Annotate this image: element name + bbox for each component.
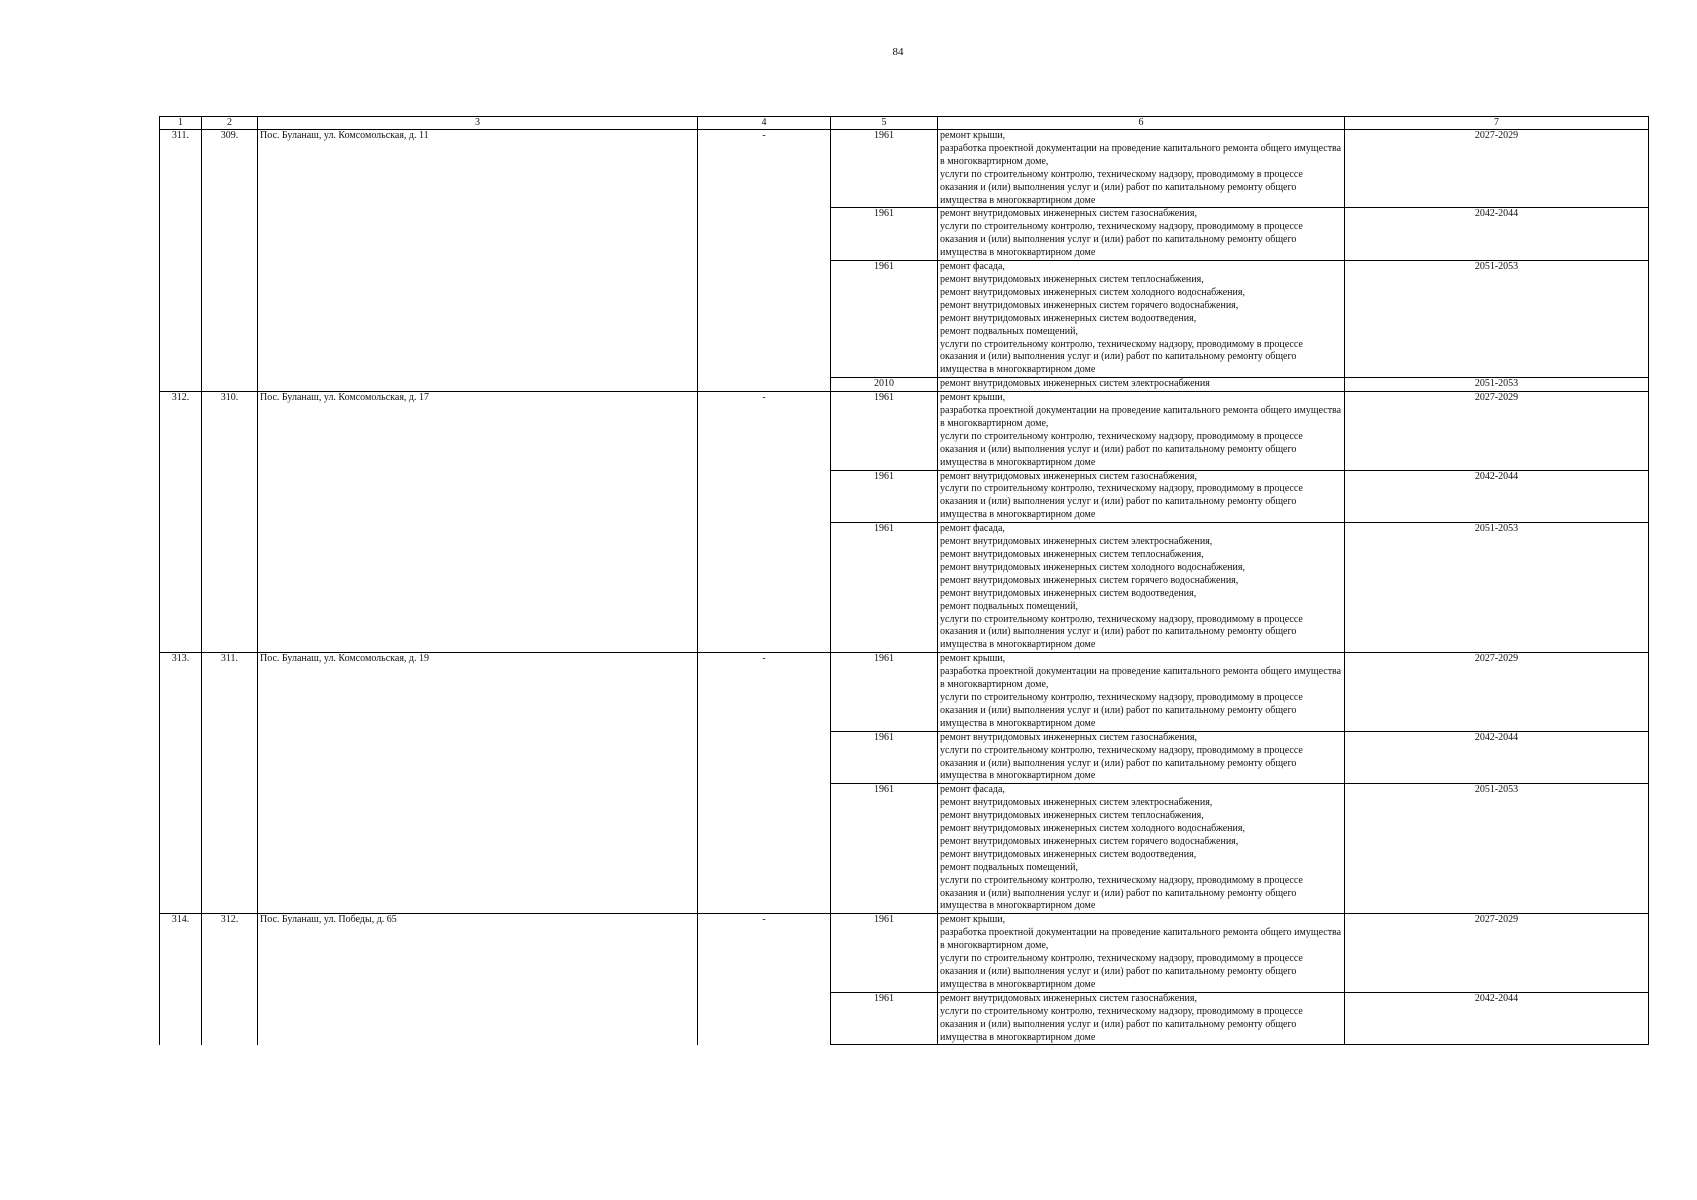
address-cell: Пос. Буланаш, ул. Комсомольская, д. 17 (258, 392, 698, 653)
column-header-3: 3 (258, 117, 698, 130)
work-list-cell: ремонт крыши, разработка проектной документации на проведение капитального ремонта общего имущества в многоквартирном доме, услуги по строительному контролю, техническому надзору, проводимому в процессе оказания и (или) выполнения услуг и (или) работ по капитальному ремонту общего имущества в многоквартирном доме (938, 914, 1345, 992)
building-number-cell: 310. (202, 392, 258, 653)
work-list-cell: ремонт внутридомовых инженерных систем газоснабжения, услуги по строительному контролю, техническому надзору, проводимому в процессе оказания и (или) выполнения услуг и (или) работ по капитальному ремонту общего имущества в многоквартирном доме (938, 731, 1345, 784)
period-cell: 2051-2053 (1345, 261, 1649, 378)
year-cell: 1961 (831, 914, 938, 992)
work-list-cell: ремонт фасада, ремонт внутридомовых инженерных систем электроснабжения, ремонт внутридомовых инженерных систем теплоснабжения, ремонт внутридомовых инженерных систем холодного водоснабжения, ремонт внутридомовых инженерных систем горячего водоснабжения, ремонт внутридомовых инженерных систем водоотведения, ремонт подвальных помещений, услуги по строительному контролю, техническому надзору, проводимому в процессе оказания и (или) выполнения услуг и (или) работ по капитальному ремонту общего имущества в многоквартирном доме (938, 523, 1345, 653)
building-number-cell: 309. (202, 130, 258, 392)
year-cell: 2010 (831, 378, 938, 392)
period-cell: 2027-2029 (1345, 914, 1649, 992)
address-cell: Пос. Буланаш, ул. Победы, д. 65 (258, 914, 698, 1045)
year-cell: 1961 (831, 731, 938, 784)
year-cell: 1961 (831, 992, 938, 1045)
column-4-cell: - (698, 653, 831, 914)
address-cell: Пос. Буланаш, ул. Комсомольская, д. 19 (258, 653, 698, 914)
work-list-cell: ремонт внутридомовых инженерных систем газоснабжения, услуги по строительному контролю, техническому надзору, проводимому в процессе оказания и (или) выполнения услуг и (или) работ по капитальному ремонту общего имущества в многоквартирном доме (938, 992, 1345, 1045)
work-list-cell: ремонт фасада, ремонт внутридомовых инженерных систем теплоснабжения, ремонт внутридомовых инженерных систем холодного водоснабжения, ремонт внутридомовых инженерных систем горячего водоснабжения, ремонт внутридомовых инженерных систем водоотведения, ремонт подвальных помещений, услуги по строительному контролю, техническому надзору, проводимому в процессе оказания и (или) выполнения услуг и (или) работ по капитальному ремонту общего имущества в многоквартирном доме (938, 261, 1345, 378)
year-cell: 1961 (831, 523, 938, 653)
row-number-cell: 312. (160, 392, 202, 653)
work-list-cell: ремонт крыши, разработка проектной документации на проведение капитального ремонта общего имущества в многоквартирном доме, услуги по строительному контролю, техническому надзору, проводимому в процессе оказания и (или) выполнения услуг и (или) работ по капитальному ремонту общего имущества в многоквартирном доме (938, 392, 1345, 470)
period-cell: 2027-2029 (1345, 653, 1649, 731)
period-cell: 2042-2044 (1345, 208, 1649, 261)
year-cell: 1961 (831, 784, 938, 914)
year-cell: 1961 (831, 470, 938, 523)
column-header-1: 1 (160, 117, 202, 130)
work-list-cell: ремонт крыши, разработка проектной документации на проведение капитального ремонта общего имущества в многоквартирном доме, услуги по строительному контролю, техническому надзору, проводимому в процессе оказания и (или) выполнения услуг и (или) работ по капитальному ремонту общего имущества в многоквартирном доме (938, 653, 1345, 731)
column-4-cell: - (698, 914, 831, 1045)
column-number-row (160, 117, 1649, 130)
column-4-cell: - (698, 130, 831, 392)
period-cell: 2042-2044 (1345, 470, 1649, 523)
table-row (160, 130, 1649, 208)
address-cell: Пос. Буланаш, ул. Комсомольская, д. 11 (258, 130, 698, 392)
period-cell: 2027-2029 (1345, 130, 1649, 208)
period-cell: 2027-2029 (1345, 392, 1649, 470)
year-cell: 1961 (831, 208, 938, 261)
work-list-cell: ремонт фасада, ремонт внутридомовых инженерных систем электроснабжения, ремонт внутридомовых инженерных систем теплоснабжения, ремонт внутридомовых инженерных систем холодного водоснабжения, ремонт внутридомовых инженерных систем горячего водоснабжения, ремонт внутридомовых инженерных систем водоотведения, ремонт подвальных помещений, услуги по строительному контролю, техническому надзору, проводимому в процессе оказания и (или) выполнения услуг и (или) работ по капитальному ремонту общего имущества в многоквартирном доме (938, 784, 1345, 914)
page-number: 84 (892, 46, 904, 58)
table-row (160, 914, 1649, 992)
work-list-cell: ремонт внутридомовых инженерных систем газоснабжения, услуги по строительному контролю, техническому надзору, проводимому в процессе оказания и (или) выполнения услуг и (или) работ по капитальному ремонту общего имущества в многоквартирном доме (938, 208, 1345, 261)
year-cell: 1961 (831, 261, 938, 378)
year-cell: 1961 (831, 653, 938, 731)
year-cell: 1961 (831, 130, 938, 208)
column-4-cell: - (698, 392, 831, 653)
building-number-cell: 312. (202, 914, 258, 1045)
row-number-cell: 313. (160, 653, 202, 914)
period-cell: 2051-2053 (1345, 378, 1649, 392)
work-list-cell: ремонт внутридомовых инженерных систем газоснабжения, услуги по строительному контролю, техническому надзору, проводимому в процессе оказания и (или) выполнения услуг и (или) работ по капитальному ремонту общего имущества в многоквартирном доме (938, 470, 1345, 523)
table-row (160, 653, 1649, 731)
column-header-2: 2 (202, 117, 258, 130)
column-header-7: 7 (1345, 117, 1649, 130)
work-list-cell: ремонт крыши, разработка проектной документации на проведение капитального ремонта общего имущества в многоквартирном доме, услуги по строительному контролю, техническому надзору, проводимому в процессе оказания и (или) выполнения услуг и (или) работ по капитальному ремонту общего имущества в многоквартирном доме (938, 130, 1345, 208)
column-header-5: 5 (831, 117, 938, 130)
period-cell: 2051-2053 (1345, 523, 1649, 653)
work-list-cell: ремонт внутридомовых инженерных систем электроснабжения (938, 378, 1345, 392)
period-cell: 2042-2044 (1345, 992, 1649, 1045)
capital-repair-table (159, 116, 1649, 1045)
column-header-4: 4 (698, 117, 831, 130)
row-number-cell: 314. (160, 914, 202, 1045)
table-row (160, 392, 1649, 470)
row-number-cell: 311. (160, 130, 202, 392)
period-cell: 2051-2053 (1345, 784, 1649, 914)
year-cell: 1961 (831, 392, 938, 470)
building-number-cell: 311. (202, 653, 258, 914)
period-cell: 2042-2044 (1345, 731, 1649, 784)
column-header-6: 6 (938, 117, 1345, 130)
